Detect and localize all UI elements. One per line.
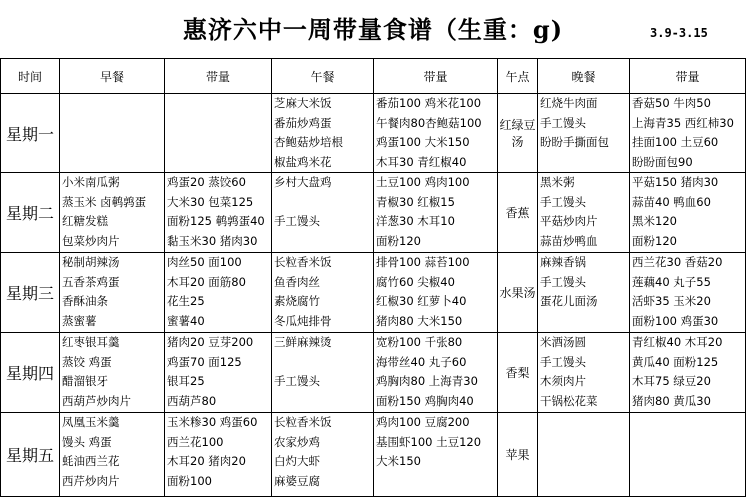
lunch-item: 长粒香米饭 [274,255,332,269]
lunch-item: 农家炒鸡 [274,434,320,449]
dinner-qty-item: 黄瓜40 面粉125 [632,354,719,369]
lunch-qty-item: 鸡肉100 豆腐200 [376,415,470,429]
breakfast-item: 凤凰玉米羹 [62,415,120,429]
dinner-qty-item: 黑米120 [632,214,677,228]
breakfast-item: 馒头 鸡蛋 [62,434,112,449]
dinner-cell [538,333,630,413]
lunch-item [272,232,373,252]
lunch-item: 手工馒头 [274,374,320,388]
day-row [1,253,746,333]
breakfast-item: 小米南瓜粥 [62,175,120,189]
header-time: 时间 [1,59,60,94]
dinner-item [538,472,629,492]
lunch-qty-cell [374,173,498,253]
breakfast-item [60,94,164,114]
lunch-item [272,353,373,373]
breakfast-qty-cell [165,413,272,497]
dinner-qty-item: 盼盼面包90 [632,154,693,169]
breakfast-qty-item: 面粉125 鹌鹑蛋40 [167,214,265,228]
date-range: 3.9-3.15 [650,26,708,40]
dinner-qty-item: 平菇150 猪肉30 [632,175,719,189]
day-label: 星期四 [1,333,60,413]
snack-cell: 水果汤 [498,253,538,333]
lunch-qty-cell [374,94,498,173]
lunch-qty-item: 海带丝40 丸子60 [376,354,467,369]
breakfast-item: 西葫芦炒肉片 [62,393,131,408]
lunch-qty-item: 排骨100 蒜苔100 [376,255,470,269]
lunch-item: 鱼香肉丝 [274,274,320,289]
lunch-item [272,193,373,213]
lunch-item: 白灼大虾 [274,454,320,468]
dinner-qty-item [630,413,745,433]
breakfast-qty-item: 大米30 包菜125 [167,194,254,209]
lunch-qty-item: 面粉120 [376,233,421,248]
lunch-cell [272,413,374,497]
breakfast-qty-cell [165,94,272,173]
dinner-item: 黑米粥 [540,175,575,189]
breakfast-item: 醋溜银牙 [62,374,108,388]
day-label: 星期一 [1,94,60,173]
breakfast-qty-cell [165,253,272,333]
breakfast-item: 红枣银耳羹 [62,335,120,349]
lunch-qty-item: 鸡蛋100 大米150 [376,135,470,149]
dinner-item: 手工馒头 [540,194,586,209]
breakfast-item: 红糖发糕 [62,214,108,228]
dinner-item: 红烧牛肉面 [540,96,598,110]
breakfast-qty-item: 黏玉米30 猪肉30 [167,233,258,248]
menu-table [0,58,746,497]
breakfast-item [60,153,164,173]
breakfast-qty-item: 花生25 [167,294,205,308]
breakfast-item: 包菜炒肉片 [62,233,120,248]
breakfast-cell [60,94,165,173]
lunch-item: 芝麻大米饭 [274,96,332,110]
lunch-qty-item: 青椒30 红椒15 [376,194,455,209]
breakfast-cell [60,413,165,497]
dinner-item: 盼盼手撕面包 [540,135,609,149]
lunch-item: 三鲜麻辣烫 [274,335,332,349]
dinner-item [538,413,629,433]
header-breakfast-qty: 带量 [165,59,272,94]
breakfast-qty-item: 猪肉20 豆芽200 [167,335,254,349]
lunch-cell [272,173,374,253]
lunch-qty-item: 番茄100 鸡米花100 [376,96,482,110]
lunch-item: 番茄炒鸡蛋 [274,115,332,130]
lunch-qty-item: 面粉150 鸡胸肉40 [376,393,474,408]
lunch-qty-item: 午餐肉80杏鲍菇100 [376,115,482,130]
day-row [1,333,746,413]
breakfast-qty-item [165,133,271,153]
breakfast-item [60,133,164,153]
lunch-qty-cell [374,253,498,333]
dinner-qty-item: 香菇50 牛肉50 [632,96,711,110]
breakfast-cell [60,333,165,413]
breakfast-qty-item [165,153,271,173]
dinner-qty-item: 面粉120 [632,233,677,248]
dinner-item [538,153,629,173]
day-label: 星期三 [1,253,60,333]
dinner-cell [538,253,630,333]
breakfast-qty-item: 木耳20 面筋80 [167,274,246,289]
breakfast-qty-item [165,94,271,114]
breakfast-item: 蒸饺 鸡蛋 [62,354,112,369]
breakfast-qty-item: 面粉100 [167,473,212,488]
dinner-item: 手工馒头 [540,274,586,289]
dinner-item: 干锅松花菜 [540,393,598,408]
header-breakfast: 早餐 [60,59,165,94]
lunch-qty-cell [374,413,498,497]
lunch-item: 手工馒头 [274,214,320,228]
snack-cell: 香蕉 [498,173,538,253]
dinner-item: 木须肉片 [540,374,586,388]
breakfast-qty-cell [165,173,272,253]
dinner-qty-item: 西兰花30 香菇20 [632,255,723,269]
breakfast-qty-item: 西兰花100 [167,434,224,449]
breakfast-item: 五香茶鸡蛋 [62,274,120,289]
dinner-cell [538,173,630,253]
dinner-item [538,433,629,453]
header-row [1,59,746,94]
day-row [1,173,746,253]
lunch-qty-item: 洋葱30 木耳10 [376,214,455,228]
breakfast-item: 香酥油条 [62,294,108,308]
day-label: 星期五 [1,413,60,497]
dinner-qty-cell [630,173,746,253]
breakfast-qty-item: 肉丝50 面100 [167,255,242,269]
dinner-qty-cell [630,94,746,173]
dinner-item: 手工馒头 [540,115,586,130]
breakfast-cell [60,253,165,333]
header-lunch-qty: 带量 [374,59,498,94]
header-snack: 午点 [498,59,538,94]
dinner-qty-item [630,472,745,492]
day-label: 星期二 [1,173,60,253]
dinner-qty-cell [630,413,746,497]
dinner-qty-item: 蒜苗40 鸭血60 [632,194,711,209]
dinner-item [538,452,629,472]
lunch-item: 素烧腐竹 [274,294,320,308]
breakfast-qty-item: 银耳25 [167,374,205,388]
day-row [1,413,746,497]
lunch-qty-cell [374,333,498,413]
header-dinner-qty: 带量 [630,59,746,94]
breakfast-qty-item: 鸡蛋20 蒸饺60 [167,175,246,189]
lunch-item [272,392,373,412]
dinner-qty-item: 莲藕40 丸子55 [632,274,711,289]
dinner-item: 蛋花儿面汤 [540,294,598,308]
page-title: 惠济六中一周带量食谱（生重：g) [182,15,564,44]
dinner-qty-item: 木耳75 绿豆20 [632,374,711,388]
dinner-qty-item: 挂面100 土豆60 [632,135,719,149]
lunch-qty-item: 腐竹60 尖椒40 [376,274,455,289]
breakfast-qty-item [165,114,271,134]
lunch-qty-item: 猪肉80 大米150 [376,313,463,328]
breakfast-qty-item: 玉米糁30 鸡蛋60 [167,415,258,429]
dinner-qty-item: 面粉100 鸡蛋30 [632,313,719,328]
lunch-qty-item: 木耳30 青红椒40 [376,154,467,169]
lunch-item: 冬瓜炖排骨 [274,313,332,328]
lunch-cell [272,94,374,173]
dinner-item: 手工馒头 [540,354,586,369]
dinner-item [538,312,629,332]
header-lunch: 午餐 [272,59,374,94]
lunch-qty-item [374,472,497,492]
breakfast-item: 蒸玉米 卤鹌鹑蛋 [62,194,147,209]
dinner-cell [538,413,630,497]
breakfast-item: 蒸蜜薯 [62,313,97,328]
dinner-qty-item: 猪肉80 黄瓜30 [632,393,711,408]
dinner-qty-cell [630,333,746,413]
dinner-qty-item: 青红椒40 木耳20 [632,335,723,349]
breakfast-item: 西芹炒肉片 [62,473,120,488]
dinner-item: 蒜苗炒鸭血 [540,233,598,248]
dinner-item: 麻辣香锅 [540,255,586,269]
breakfast-item: 蚝油西兰花 [62,454,120,468]
lunch-item: 长粒香米饭 [274,415,332,429]
breakfast-qty-cell [165,333,272,413]
lunch-item: 杏鲍菇炒培根 [274,135,343,149]
dinner-cell [538,94,630,173]
dinner-item: 平菇炒肉片 [540,214,598,228]
breakfast-qty-item: 蜜薯40 [167,313,205,328]
lunch-qty-item: 鸡胸肉80 上海青30 [376,374,478,388]
snack-cell: 苹果 [498,413,538,497]
snack-cell: 香梨 [498,333,538,413]
dinner-qty-item [630,433,745,453]
dinner-item: 米酒汤圆 [540,335,586,349]
lunch-cell [272,333,374,413]
lunch-qty-item: 红椒30 红萝卜40 [376,294,467,308]
breakfast-qty-item: 鸡蛋70 面125 [167,354,242,369]
header-dinner: 晚餐 [538,59,630,94]
dinner-qty-cell [630,253,746,333]
lunch-item: 椒盐鸡米花 [274,154,332,169]
breakfast-item: 秘制胡辣汤 [62,255,120,269]
lunch-qty-item: 土豆100 鸡肉100 [376,175,470,189]
breakfast-cell [60,173,165,253]
lunch-qty-item: 大米150 [376,454,421,468]
lunch-item: 乡村大盘鸡 [274,175,332,189]
day-row [1,94,746,173]
dinner-qty-item: 上海青35 西红柿30 [632,115,734,130]
breakfast-item [60,114,164,134]
lunch-item: 麻婆豆腐 [274,473,320,488]
breakfast-qty-item: 西葫芦80 [167,393,217,408]
breakfast-qty-item: 木耳20 猪肉20 [167,454,246,468]
dinner-qty-item [630,452,745,472]
lunch-qty-item: 基围虾100 土豆120 [376,434,482,449]
dinner-qty-item: 活虾35 玉米20 [632,294,711,308]
snack-cell: 红绿豆汤 [498,94,538,173]
lunch-cell [272,253,374,333]
lunch-qty-item: 宽粉100 千张80 [376,335,463,349]
